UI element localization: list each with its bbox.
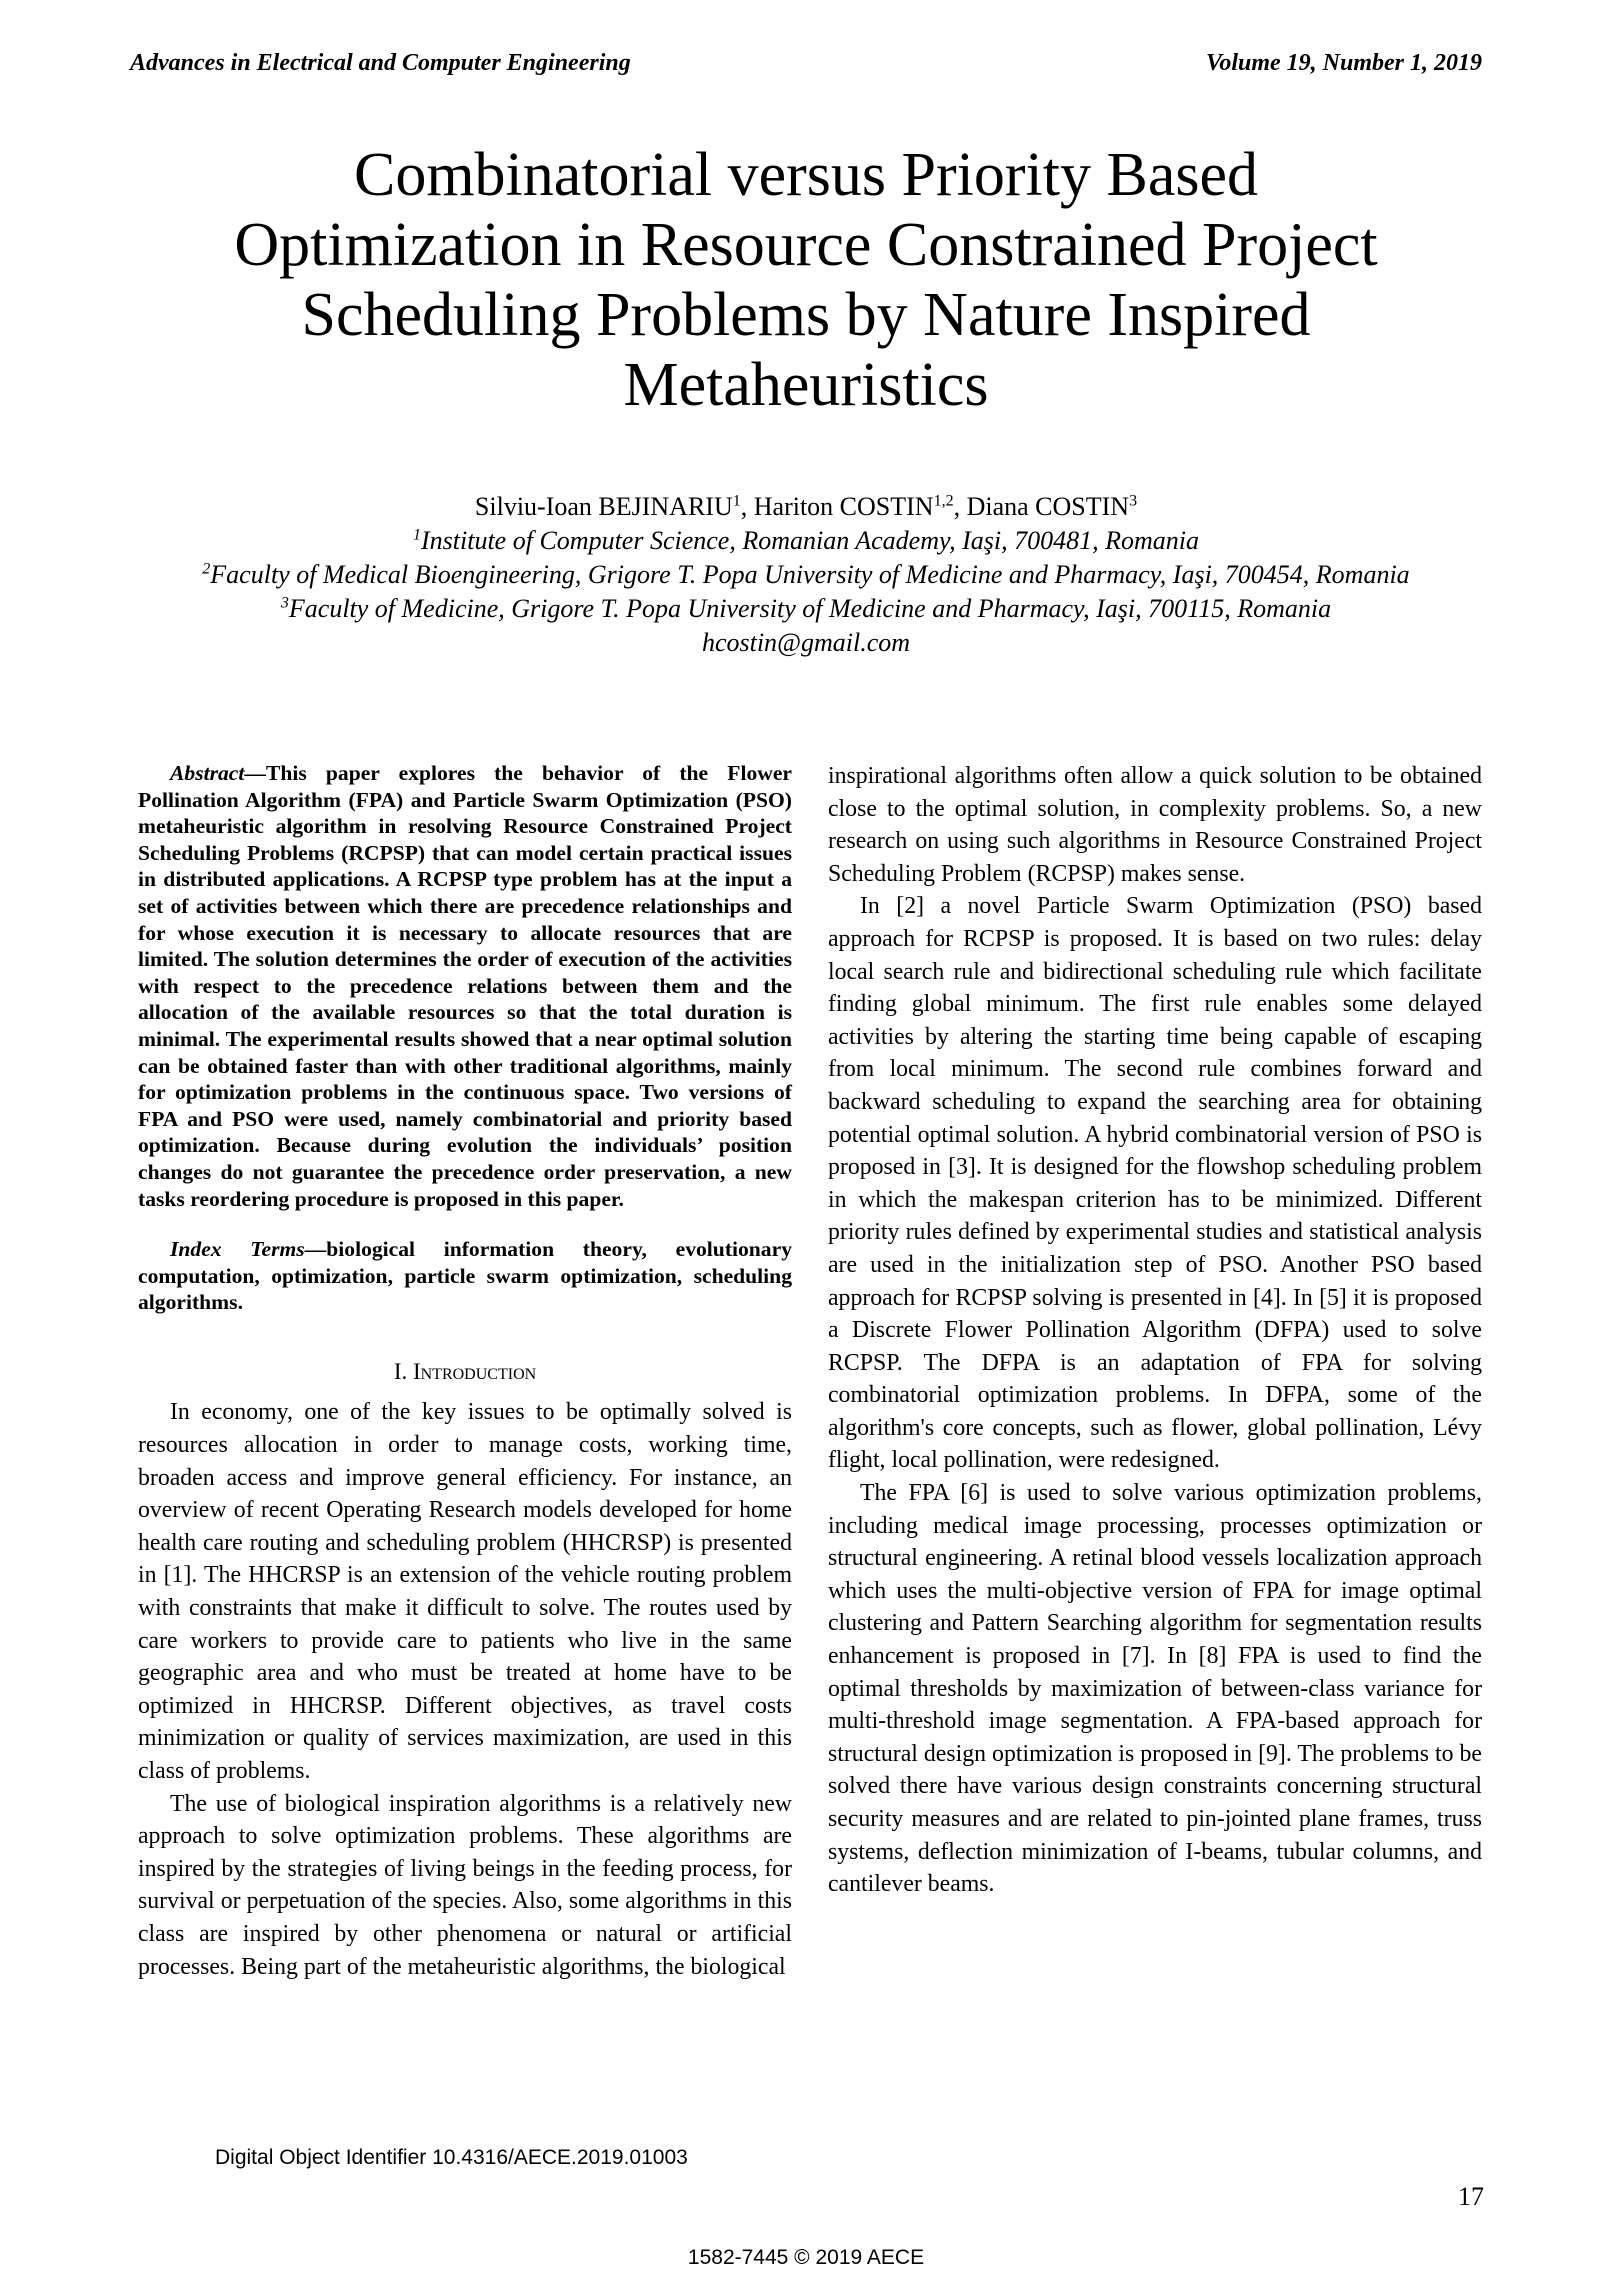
title-line: Combinatorial versus Priority Based xyxy=(353,141,1259,209)
affiliation-text: Faculty of Medical Bioengineering, Grigore T. Popa University of Medicine and Pharmacy, Iaşi, 700454, Romania xyxy=(210,560,1410,589)
paragraph: The use of biological inspiration algorithms is a relatively new approach to solve optimization problems. These algorithms are inspired by the strategies of living beings in the feeding process, for survival or perpetuation of the species. Also, some algorithms in this class are inspired by other phenomena or natural or artificial processes. Being part of the metaheuristic algorithms, the biological xyxy=(138,1790,792,1980)
section-heading: I. Introduction xyxy=(393,1358,537,1384)
issn-copyright: 1582-7445 © 2019 AECE xyxy=(687,2246,925,2269)
author-names xyxy=(140,490,1472,524)
title-line: Optimization in Resource Constrained Project xyxy=(234,211,1378,279)
paragraph: In [2] a novel Particle Swarm Optimization (PSO) based approach for RCPSP is proposed. It is based on two rules: delay local search rule and bidirectional scheduling rule which facilitate finding global minimum. The first rule enables some delayed activities by altering the starting time being capable of escaping from local minimum. The second rule combines forward and backward scheduling to expand the searching area for obtaining potential optimal solution. A hybrid combinatorial version of PSO is proposed in [3]. It is designed for the flowshop scheduling problem in which the makespan criterion has to be minimized. Different priority rules defined by experimental studies and statistical analysis are used in the initialization step of PSO. Another PSO based approach for RCPSP solving is presented in [4]. In [5] it is proposed a Discrete Flower Pollination Algorithm (DFPA) used to solve RCPSP. The DFPA is an adaptation of FPA for solving combinatorial optimization problems. In DFPA, some of the algorithm's core concepts, such as flower, global pollination, Lévy flight, local pollination, were redesigned. xyxy=(828,893,1482,1474)
contact-email[interactable]: hcostin@gmail.com xyxy=(701,628,911,657)
doi: Digital Object Identifier 10.4316/AECE.2019.01003 xyxy=(215,2146,688,2169)
author-separator: , xyxy=(740,492,754,521)
author-2-affiliation-mark: 1,2 xyxy=(933,492,954,510)
author-3: Diana COSTIN xyxy=(966,492,1130,521)
abstract-text: —This paper explores the behavior of the Flower Pollination Algorithm (FPA) and Particle Swarm Optimization (PSO) metaheuristic algorithm in resolving Resource Constrained Project Scheduling Problems (RCPSP) that can model certain practical issues in distributed applications. A RCPSP type problem has at the input a set of activities between which there are precedence relationships and for whose execution it is necessary to allocate resources that are limited. The solution determines the order of execution of the activities with respect to the precedence relations between them and the allocation of the available resources so that the total duration is minimal. The experimental results showed that a near optimal solution can be obtained faster than with other traditional algorithms, mainly for optimization problems in the continuous space. Two versions of FPA and PSO were used, namely combinatorial and priority based optimization. Because during evolution the individuals’ position changes do not guarantee the precedence order preservation, a new tasks reordering procedure is proposed in this paper. xyxy=(138,761,792,1211)
page-number: 17 xyxy=(1458,2182,1484,2211)
author-separator: , xyxy=(953,492,967,521)
paragraph: The FPA [6] is used to solve various optimization problems, including medical image processing, processes optimization or structural engineering. A retinal blood vessels localization approach which uses the multi-objective version of FPA for image optimal clustering and Pattern Searching algorithm for segmentation results enhancement is proposed in [7]. In [8] FPA is used to find the optimal thresholds by maximization of between-class variance for multi-threshold image segmentation. A FPA-based approach for structural design optimization is proposed in [9]. The problems to be solved there have various design constraints concerning structural security measures and are related to pin-jointed plane frames, truss systems, deflection minimization of I-beams, tubular columns, and cantilever beams. xyxy=(828,1480,1482,1898)
affiliation-mark: 3 xyxy=(280,594,289,612)
author-block xyxy=(140,490,1472,660)
affiliation-mark: 1 xyxy=(413,526,422,544)
author-1: Silviu-Ioan BEJINARIU xyxy=(474,492,733,521)
author-3-affiliation-mark: 3 xyxy=(1129,492,1138,510)
title-line: Metaheuristics xyxy=(623,351,989,419)
author-1-affiliation-mark: 1 xyxy=(732,492,741,510)
paragraph: In economy, one of the key issues to be optimally solved is resources allocation in order to manage costs, working time, broaden access and improve general efficiency. For instance, an overview of recent Operating Research models developed for home health care routing and scheduling problem (HHCRSP) is presented in [1]. The HHCRSP is an extension of the vehicle routing problem with constraints that make it difficult to solve. The routes used by care workers to provide care to patients who live in the same geographic area and who must be treated at home have to be optimized in HHCRSP. Different objectives, as travel costs minimization or quality of services maximization, are used in this class of problems. xyxy=(138,1399,792,1784)
index-terms-text: —biological information theory, evolutionary computation, optimization, particle swarm optimization, scheduling algorithms. xyxy=(138,1237,792,1315)
affiliation-mark: 2 xyxy=(202,560,211,578)
title-line: Scheduling Problems by Nature Inspired xyxy=(301,281,1311,349)
affiliation-1 xyxy=(140,524,1472,558)
affiliation-3 xyxy=(140,592,1472,626)
volume-info: Volume 19, Number 1, 2019 xyxy=(1205,50,1482,76)
index-terms xyxy=(138,1236,792,1316)
author-2: Hariton COSTIN xyxy=(753,492,934,521)
affiliation-text: Faculty of Medicine, Grigore T. Popa University of Medicine and Pharmacy, Iaşi, 700115, Romania xyxy=(288,594,1332,623)
index-terms-label: Index Terms xyxy=(170,1237,305,1262)
right-column xyxy=(828,760,1482,1901)
abstract xyxy=(138,760,792,1212)
paper-title xyxy=(180,140,1432,420)
abstract-label: Abstract xyxy=(170,761,245,785)
left-column xyxy=(138,760,792,1983)
paragraph: inspirational algorithms often allow a quick solution to be obtained close to the optimal solution, in complexity problems. So, a new research on using such algorithms in Resource Constrained Project Scheduling Problem (RCPSP) makes sense. xyxy=(828,763,1482,887)
affiliation-2 xyxy=(140,558,1472,592)
affiliation-text: Institute of Computer Science, Romanian Academy, Iaşi, 700481, Romania xyxy=(421,526,1199,555)
journal-name: Advances in Electrical and Computer Engineering xyxy=(130,50,631,76)
